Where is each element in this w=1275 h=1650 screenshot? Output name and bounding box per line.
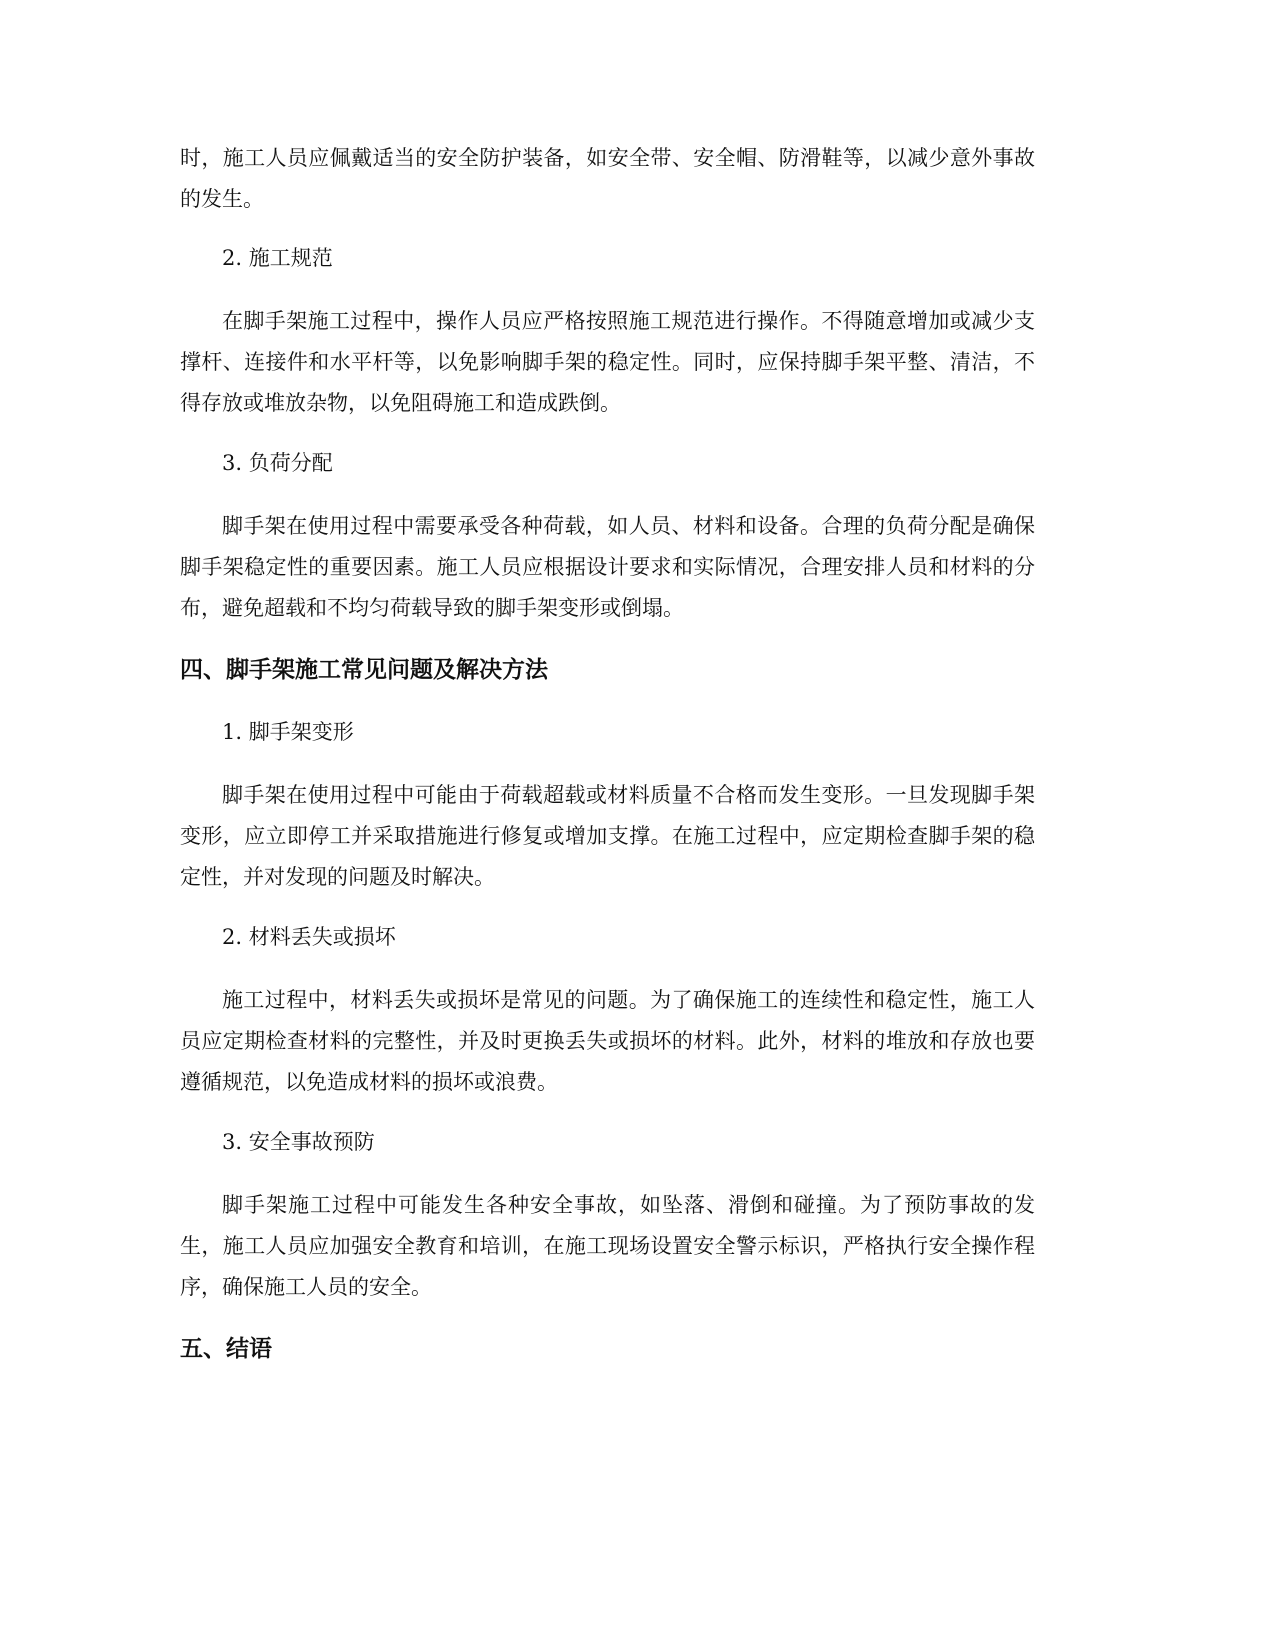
subheading-construction-norms: 2. 施工规范	[222, 246, 333, 270]
paragraph-safety-equipment: 时，施工人员应佩戴适当的安全防护装备，如安全带、安全帽、防滑鞋等，以减少意外事故的发生。	[180, 146, 1035, 211]
subheading-material-loss: 2. 材料丢失或损坏	[222, 925, 396, 949]
section-heading-conclusion: 五、结语	[180, 1336, 272, 1362]
subheading-scaffold-deformation: 1. 脚手架变形	[222, 720, 354, 744]
section-heading-common-problems: 四、脚手架施工常见问题及解决方法	[180, 657, 548, 683]
paragraph-construction-norms: 在脚手架施工过程中，操作人员应严格按照施工规范进行操作。不得随意增加或减少支撑杆、连接件和水平杆等，以免影响脚手架的稳定性。同时，应保持脚手架平整、清洁，不得存放或堆放杂物，以免阻碍施工和造成跌倒。	[180, 309, 1035, 415]
subheading-accident-prevention: 3. 安全事故预防	[222, 1130, 375, 1154]
subheading-load-distribution: 3. 负荷分配	[222, 451, 333, 475]
paragraph-material-loss: 施工过程中，材料丢失或损坏是常见的问题。为了确保施工的连续性和稳定性，施工人员应定期检查材料的完整性，并及时更换丢失或损坏的材料。此外，材料的堆放和存放也要遵循规范，以免造成材料的损坏或浪费。	[180, 988, 1035, 1094]
paragraph-load-distribution: 脚手架在使用过程中需要承受各种荷载，如人员、材料和设备。合理的负荷分配是确保脚手架稳定性的重要因素。施工人员应根据设计要求和实际情况，合理安排人员和材料的分布，避免超载和不均匀荷载导致的脚手架变形或倒塌。	[180, 514, 1035, 620]
paragraph-accident-prevention: 脚手架施工过程中可能发生各种安全事故，如坠落、滑倒和碰撞。为了预防事故的发生，施工人员应加强安全教育和培训，在施工现场设置安全警示标识，严格执行安全操作程序，确保施工人员的安全。	[180, 1193, 1035, 1299]
paragraph-scaffold-deformation: 脚手架在使用过程中可能由于荷载超载或材料质量不合格而发生变形。一旦发现脚手架变形，应立即停工并采取措施进行修复或增加支撑。在施工过程中，应定期检查脚手架的稳定性，并对发现的问题及时解决。	[180, 783, 1035, 889]
